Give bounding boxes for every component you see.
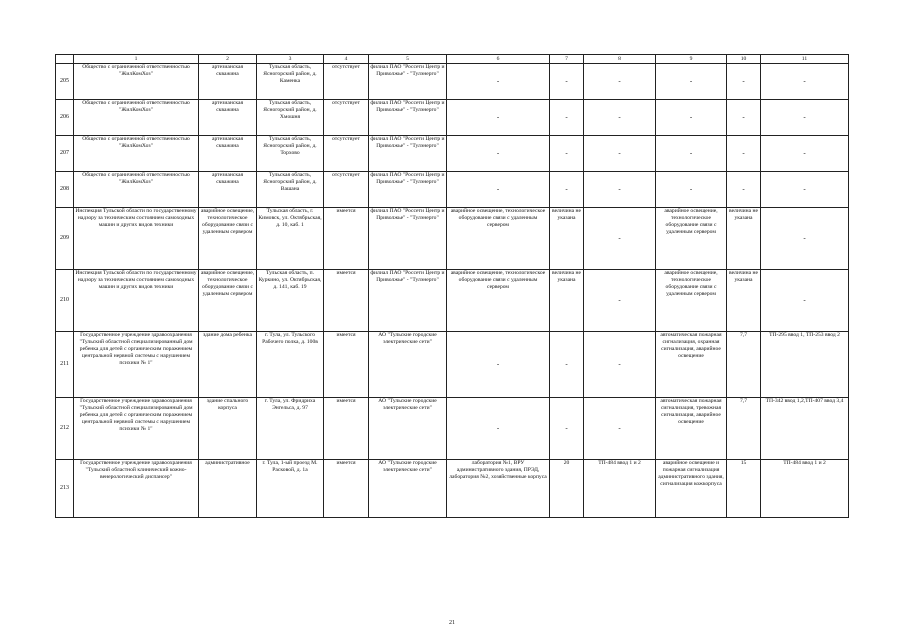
cell-c7: величина не указана — [550, 270, 584, 332]
column-header-5: 5 — [369, 55, 447, 64]
cell-c3: г. Тула, ул. Фридриха Энгельса, д. 97 — [257, 398, 324, 460]
cell-c5: АО "Тульские городские электрические сети" — [369, 332, 447, 398]
cell-c7: - — [550, 172, 584, 208]
cell-c6: - — [447, 100, 550, 136]
column-header-2: 2 — [199, 55, 257, 64]
cell-c7: - — [550, 332, 584, 398]
cell-c9: аварийное освещение и пожарная сигнализация административного здания, сигнализация кожкорпуса — [656, 460, 727, 518]
cell-c8: - — [584, 270, 656, 332]
cell-c5: АО "Тульские городские электрические сети" — [369, 398, 447, 460]
cell-c9: аварийное освещение, технологическое оборудование связи с удаленным сервером — [656, 208, 727, 270]
cell-c8: - — [584, 398, 656, 460]
cell-c6: - — [447, 332, 550, 398]
cell-c3: Тульская область, Ясногорский район, д. Хмошня — [257, 100, 324, 136]
table-row — [56, 136, 849, 172]
cell-c2: административное — [199, 460, 257, 518]
row-number: 207 — [56, 136, 74, 172]
table-row — [56, 64, 849, 100]
cell-c2: аварийное освещение, технологическое оборудование связи с удаленным сервером — [199, 208, 257, 270]
cell-c4: имеется — [324, 398, 369, 460]
column-header-4: 4 — [324, 55, 369, 64]
cell-c8: - — [584, 100, 656, 136]
cell-c9: - — [656, 136, 727, 172]
cell-c1: Государственное учреждение здравоохранения "Тульский областной специализированный дом ребенка для детей с органическим поражением центральной нервной системы с нарушением психики № 1" — [74, 332, 199, 398]
column-header-8: 8 — [584, 55, 656, 64]
cell-c10: 15 — [727, 460, 761, 518]
cell-c1: Инспекция Тульской области по государственному надзору за техническим состоянием самоходных машин и других видов техники — [74, 208, 199, 270]
cell-c4: отсутствует — [324, 64, 369, 100]
cell-c2: здание спального корпуса — [199, 398, 257, 460]
cell-c4: отсутствует — [324, 136, 369, 172]
cell-c10: 7,7 — [727, 332, 761, 398]
cell-c5: филиал ПАО "Россети Центр и Приволжье" - "Тулэнерго" — [369, 172, 447, 208]
row-number: 213 — [56, 460, 74, 518]
cell-c4: отсутствует — [324, 172, 369, 208]
cell-c10: величина не указана — [727, 208, 761, 270]
cell-c2: здание дома ребенка — [199, 332, 257, 398]
cell-c1: Государственное учреждение здравоохранения "Тульский областной клинический кожно-венерологический диспансер" — [74, 460, 199, 518]
table-row — [56, 398, 849, 460]
cell-c4: имеется — [324, 332, 369, 398]
cell-c7: - — [550, 398, 584, 460]
cell-c1: Общество с ограниченной ответственностью "ЖилКомХоз" — [74, 136, 199, 172]
cell-c2: артезианская скважина — [199, 64, 257, 100]
register-table — [55, 54, 849, 518]
cell-c10: 7,7 — [727, 398, 761, 460]
cell-c3: Тульская область, Ясногорский район, д. Каменка — [257, 64, 324, 100]
cell-c11: - — [761, 208, 849, 270]
cell-c3: г. Тула, 1-ый проезд М. Расковой, д. 1а — [257, 460, 324, 518]
table-row — [56, 208, 849, 270]
cell-c1: Общество с ограниченной ответственностью "ЖилКомХоз" — [74, 64, 199, 100]
cell-c5: филиал ПАО "Россети Центр и Приволжье" - "Тулэнерго" — [369, 100, 447, 136]
cell-c2: артезианская скважина — [199, 172, 257, 208]
cell-c11: - — [761, 136, 849, 172]
column-header-1: 1 — [74, 55, 199, 64]
cell-c2: аварийное освещение, технологическое оборудование связи с удаленным сервером — [199, 270, 257, 332]
cell-c3: Тульская область, Ясногорский район, д. Торхово — [257, 136, 324, 172]
cell-c5: АО "Тульские городские электрические сети" — [369, 460, 447, 518]
cell-c5: филиал ПАО "Россети Центр и Приволжье" - "Тулэнерго" — [369, 270, 447, 332]
table-row — [56, 332, 849, 398]
cell-c7: - — [550, 64, 584, 100]
cell-c10: - — [727, 64, 761, 100]
cell-c5: филиал ПАО "Россети Центр и Приволжье" - "Тулэнерго" — [369, 208, 447, 270]
cell-c6: - — [447, 136, 550, 172]
cell-c4: имеется — [324, 208, 369, 270]
cell-c1: Общество с ограниченной ответственностью "ЖилКомХоз" — [74, 172, 199, 208]
row-number: 206 — [56, 100, 74, 136]
row-number: 209 — [56, 208, 74, 270]
cell-c11: - — [761, 64, 849, 100]
cell-c6: - — [447, 398, 550, 460]
cell-c3: Тульская область, п. Куркино, ул. Октябрьская, д. 141, каб. 19 — [257, 270, 324, 332]
cell-c1: Общество с ограниченной ответственностью "ЖилКомХоз" — [74, 100, 199, 136]
cell-c3: Тульская область, Ясногорский район, д. Вашана — [257, 172, 324, 208]
cell-c6: аварийное освещение, технологическое оборудование связи с удаленным сервером — [447, 270, 550, 332]
cell-c2: артезианская скважина — [199, 136, 257, 172]
cell-c11: ТП-342 ввод 1,2,ТП-407 ввод 3,4 — [761, 398, 849, 460]
cell-c6: - — [447, 64, 550, 100]
cell-c11: - — [761, 100, 849, 136]
cell-c5: филиал ПАО "Россети Центр и Приволжье" - "Тулэнерго" — [369, 136, 447, 172]
table-row — [56, 460, 849, 518]
cell-c4: имеется — [324, 270, 369, 332]
cell-c9: - — [656, 100, 727, 136]
cell-c9: - — [656, 172, 727, 208]
row-number: 205 — [56, 64, 74, 100]
cell-c11: - — [761, 270, 849, 332]
cell-c6: аварийное освещение, технологическое оборудование связи с удаленным сервером — [447, 208, 550, 270]
cell-c8: - — [584, 64, 656, 100]
cell-c10: - — [727, 172, 761, 208]
column-header-11: 11 — [761, 55, 849, 64]
row-number: 208 — [56, 172, 74, 208]
column-header-3: 3 — [257, 55, 324, 64]
cell-c1: Инспекция Тульской области по государственному надзору за техническим состоянием самоходных машин и других видов техники — [74, 270, 199, 332]
table-row — [56, 270, 849, 332]
column-header-9: 9 — [656, 55, 727, 64]
cell-c6: лаборатория №1, ВРУ административного здания, ПРЭД, лаборатория №2, хозяйственные корпуса — [447, 460, 550, 518]
cell-c7: величина не указана — [550, 208, 584, 270]
cell-c1: Государственное учреждение здравоохранения "Тульский областной специализированный дом ребенка для детей с органическим поражением центральной нервной системы с нарушением психики № 1" — [74, 398, 199, 460]
cell-c9: аварийное освещение, технологическое оборудование связи с удаленным сервером — [656, 270, 727, 332]
cell-c5: филиал ПАО "Россети Центр и Приволжье" - "Тулэнерго" — [369, 64, 447, 100]
cell-c8: - — [584, 332, 656, 398]
page-number: 21 — [449, 620, 455, 626]
table-row — [56, 172, 849, 208]
cell-c11: ТП-295 ввод 1, ТП-253 ввод 2 — [761, 332, 849, 398]
cell-c8: - — [584, 208, 656, 270]
cell-c11: ТП-484 ввод 1 и 2 — [761, 460, 849, 518]
cell-c4: имеется — [324, 460, 369, 518]
cell-c10: - — [727, 136, 761, 172]
cell-c9: автоматическая пожарная сигнализация, охранная сигнализация, аварийное освещение — [656, 332, 727, 398]
cell-c7: - — [550, 136, 584, 172]
row-number: 212 — [56, 398, 74, 460]
cell-c3: Тульская область, г. Кимовск, ул. Октябрьская, д. 10, каб. 1 — [257, 208, 324, 270]
row-number: 211 — [56, 332, 74, 398]
cell-c9: автоматическая пожарная сигнализация, тревожная сигнализация, аварийное освещение — [656, 398, 727, 460]
cell-c3: г. Тула, ул. Тульского Рабочего полка, д. 100в — [257, 332, 324, 398]
cell-c7: 20 — [550, 460, 584, 518]
cell-c8: - — [584, 172, 656, 208]
cell-c6: - — [447, 172, 550, 208]
cell-c11: - — [761, 172, 849, 208]
column-header-0 — [56, 55, 74, 64]
cell-c7: - — [550, 100, 584, 136]
column-header-7: 7 — [550, 55, 584, 64]
cell-c9: - — [656, 64, 727, 100]
cell-c8: ТП-484 ввод 1 и 2 — [584, 460, 656, 518]
cell-c10: величина не указана — [727, 270, 761, 332]
cell-c4: отсутствует — [324, 100, 369, 136]
cell-c2: артезианская скважина — [199, 100, 257, 136]
cell-c8: - — [584, 136, 656, 172]
table-row — [56, 100, 849, 136]
row-number: 210 — [56, 270, 74, 332]
column-header-10: 10 — [727, 55, 761, 64]
column-header-6: 6 — [447, 55, 550, 64]
cell-c10: - — [727, 100, 761, 136]
header-row — [56, 55, 849, 64]
